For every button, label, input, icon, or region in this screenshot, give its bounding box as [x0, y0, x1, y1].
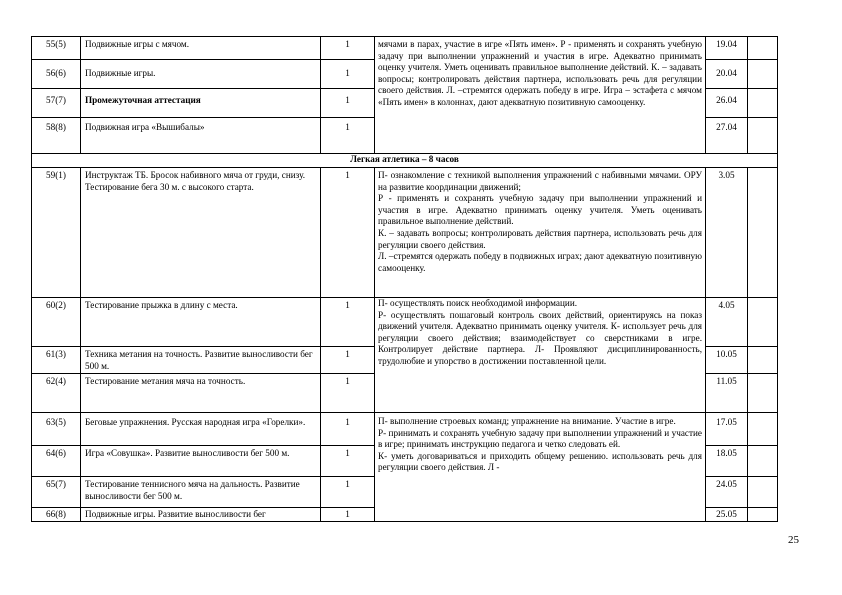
lesson-topic: Беговые упражнения. Русская народная игра «Горелки». — [85, 417, 306, 427]
lesson-topic: Игра «Совушка». Развитие выносливости бег 500 м. — [85, 448, 290, 458]
uud-paragraph: Л. –стремятся одержать победу в подвижных играх; дают адекватную позитивную самооценку. — [378, 251, 702, 273]
row-number: 65(7) — [46, 479, 66, 489]
lesson-topic: Тестирование прыжка в длину с места. — [85, 300, 238, 310]
row-number: 66(8) — [46, 509, 66, 519]
hours-count: 1 — [345, 68, 350, 78]
lesson-date: 3.05 — [718, 170, 735, 180]
lesson-date: 26.04 — [716, 95, 737, 105]
lesson-date: 24.05 — [716, 479, 737, 489]
lesson-topic: Инструктаж ТБ. Бросок набивного мяча от груди, снизу. Тестирование бега 30 м. с высокого старта. — [85, 170, 306, 192]
hours-count: 1 — [345, 448, 350, 458]
uud-description — [375, 416, 705, 521]
row-number: 62(4) — [46, 376, 66, 386]
uud-paragraph: П- выполнение строевых команд; упражнение на внимание. Участие в игре. — [378, 416, 676, 426]
hours-count: 1 — [345, 170, 350, 180]
uud-paragraph: П- осуществлять поиск необходимой информации. — [378, 298, 578, 308]
lesson-topic: Подвижные игры. — [85, 68, 156, 78]
lesson-topic: Тестирование теннисного мяча на дальность. Развитие выносливости бег 500 м. — [85, 479, 300, 501]
row-number: 56(6) — [46, 68, 66, 78]
uud-paragraph: П- ознакомление с техникой выполнения упражнений с набивными мячами. ОРУ на развитие координации движений; — [378, 170, 702, 192]
lesson-date: 19.04 — [716, 39, 737, 49]
lesson-date: 10.05 — [716, 349, 737, 359]
lesson-topic: Промежуточная аттестация — [85, 95, 201, 105]
row-number: 63(5) — [46, 417, 66, 427]
hours-count: 1 — [345, 349, 350, 359]
hours-count: 1 — [345, 300, 350, 310]
row-number: 59(1) — [46, 170, 66, 180]
row-number: 57(7) — [46, 95, 66, 105]
row-number: 55(5) — [46, 39, 66, 49]
hours-count: 1 — [345, 417, 350, 427]
uud-paragraph: Р - применять и сохранять учебную задачу при выполнении упражнений и участия в игре. Адекватно принимать оценку учителя. Уметь оценивать правильное выполнение действий. — [378, 193, 702, 227]
lesson-topic: Тестирование метания мяча на точность. — [85, 376, 246, 386]
lesson-date: 4.05 — [718, 300, 735, 310]
lesson-date: 11.05 — [716, 376, 737, 386]
lesson-date: 27.04 — [716, 122, 737, 132]
uud-paragraph: К- уметь договариваться и приходить общему решению. использовать речь для регуляции своего действия. Л - — [378, 450, 702, 473]
hours-count: 1 — [345, 39, 350, 49]
uud-paragraph: Р- принимать и сохранять учебную задачу при выполнении упражнений и участие в игре; принимать инструкцию педагога и четко следовать ей. — [378, 427, 702, 450]
lesson-plan-table — [31, 36, 778, 522]
uud-description — [375, 298, 705, 412]
uud-paragraph: Р- осуществлять пошаговый контроль своих действий, ориентируясь на показ движений учителя. Адекватно принимать оценку учителя. К- использует речь для регуляции своего действия; взаимодействует со сверстниками в игре. Контролирует действие партнера. Л- Проявляют дисциплинированность, трудолюбие и упорство в достижении поставленной цели. — [378, 309, 702, 366]
hours-count: 1 — [345, 122, 350, 132]
hours-count: 1 — [345, 509, 350, 519]
uud-description — [375, 170, 705, 297]
lesson-date: 18.05 — [716, 448, 737, 458]
lesson-topic: Подвижные игры. Развитие выносливости бег — [85, 509, 266, 519]
hours-count: 1 — [345, 95, 350, 105]
uud-paragraph: К. – задавать вопросы; контролировать действия партнера, использовать речь для регуляции своего действия. — [378, 227, 702, 250]
uud-description: мячами в парах, участие в игре «Пять имен». Р - применять и сохранять учебную задачу при выполнении упражнений и участия в игре. Адекватно принимать оценку учителя. Уметь оценивать правильное выполнение действий. К. – задавать вопросы; контролировать действия партнера, использовать речь для регуляции своего действия. Л. –стремятся одержать победу в игре. Игра – эстафета с мячом «Пять имен» в колоннах, дают адекватную позитивную самооценку. — [378, 39, 702, 107]
lesson-date: 20.04 — [716, 68, 737, 78]
lesson-topic: Подвижная игра «Вышибалы» — [85, 122, 205, 132]
lesson-date: 25.05 — [716, 509, 737, 519]
page-number: 25 — [788, 534, 799, 546]
row-number: 64(6) — [46, 448, 66, 458]
lesson-topic: Техника метания на точность. Развитие выносливости бег 500 м. — [85, 349, 313, 371]
row-number: 60(2) — [46, 300, 66, 310]
lesson-date: 17.05 — [716, 417, 737, 427]
hours-count: 1 — [345, 479, 350, 489]
section-title: Легкая атлетика – 8 часов — [350, 154, 459, 164]
row-number: 61(3) — [46, 349, 66, 359]
row-number: 58(8) — [46, 122, 66, 132]
hours-count: 1 — [345, 376, 350, 386]
lesson-topic: Подвижные игры с мячом. — [85, 39, 190, 49]
